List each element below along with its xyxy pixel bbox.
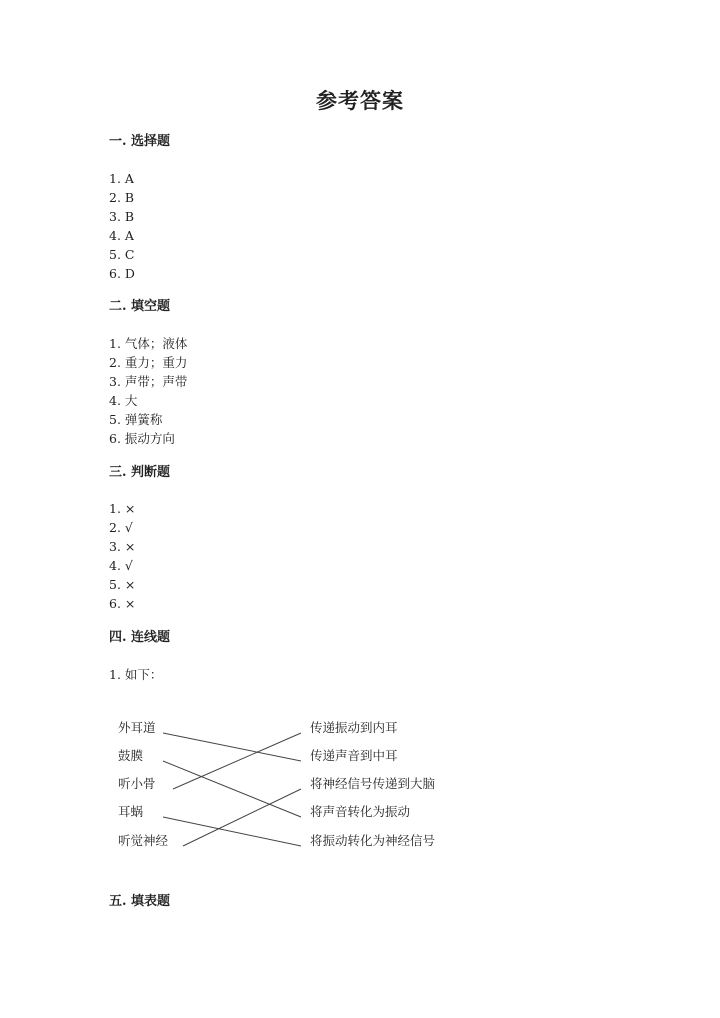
matching-connection-line [163, 761, 301, 817]
answer-item: 4. A [109, 228, 134, 243]
answer-list-choice [109, 169, 135, 283]
answer-item: 6. 振动方向 [109, 431, 175, 446]
right-description: 传递振动到内耳 [310, 720, 398, 735]
matching-connection-line [163, 817, 301, 846]
right-description: 传递声音到中耳 [310, 748, 398, 763]
right-description: 将振动转化为神经信号 [310, 833, 436, 848]
left-term: 鼓膜 [118, 748, 144, 763]
section-heading-table: 五. 填表题 [109, 894, 171, 909]
answer-item: 2. B [109, 190, 135, 205]
answer-item: 4. 大 [109, 393, 138, 408]
answer-list-fill-blank [109, 334, 187, 448]
answer-item: 3. × [109, 539, 136, 554]
answer-item: 3. B [109, 209, 135, 224]
matching-connection-line [163, 733, 301, 761]
section-heading-true-false: 三. 判断题 [109, 465, 171, 480]
matching-left-labels [118, 720, 169, 848]
right-description: 将声音转化为振动 [310, 804, 411, 819]
answer-item: 2. 重力；重力 [109, 355, 188, 370]
answer-item: 1. A [109, 171, 134, 186]
matching-connection-line [173, 733, 301, 789]
answer-item: 5. 弹簧称 [109, 412, 163, 427]
answer-item: 1. 气体；液体 [109, 336, 188, 351]
answer-item: 6. D [109, 266, 135, 281]
matching-right-labels [310, 720, 436, 848]
section-heading-choice: 一. 选择题 [109, 134, 171, 149]
left-term: 外耳道 [118, 720, 156, 735]
left-term: 听小骨 [118, 776, 156, 791]
matching-lines [163, 733, 301, 846]
answer-item: 5. × [109, 577, 136, 592]
answer-item: 6. × [109, 596, 136, 611]
answer-item: 2. √ [109, 520, 133, 535]
right-description: 将神经信号传递到大脑 [310, 776, 436, 791]
answer-item: 1. × [109, 501, 136, 516]
matching-connection-line [183, 789, 301, 846]
matching-diagram [0, 705, 720, 865]
answer-list-true-false [109, 499, 135, 613]
answer-item: 3. 声带；声带 [109, 374, 188, 389]
section-heading-matching: 四. 连线题 [109, 630, 171, 645]
page-title: 参考答案 [316, 88, 404, 113]
left-term: 耳蜗 [118, 804, 144, 819]
answer-list-matching [109, 665, 162, 684]
answer-item: 1. 如下： [109, 667, 163, 682]
section-heading-fill-blank: 二. 填空题 [109, 299, 171, 314]
left-term: 听觉神经 [118, 833, 169, 848]
answer-item: 5. C [109, 247, 135, 262]
answer-item: 4. √ [109, 558, 133, 573]
